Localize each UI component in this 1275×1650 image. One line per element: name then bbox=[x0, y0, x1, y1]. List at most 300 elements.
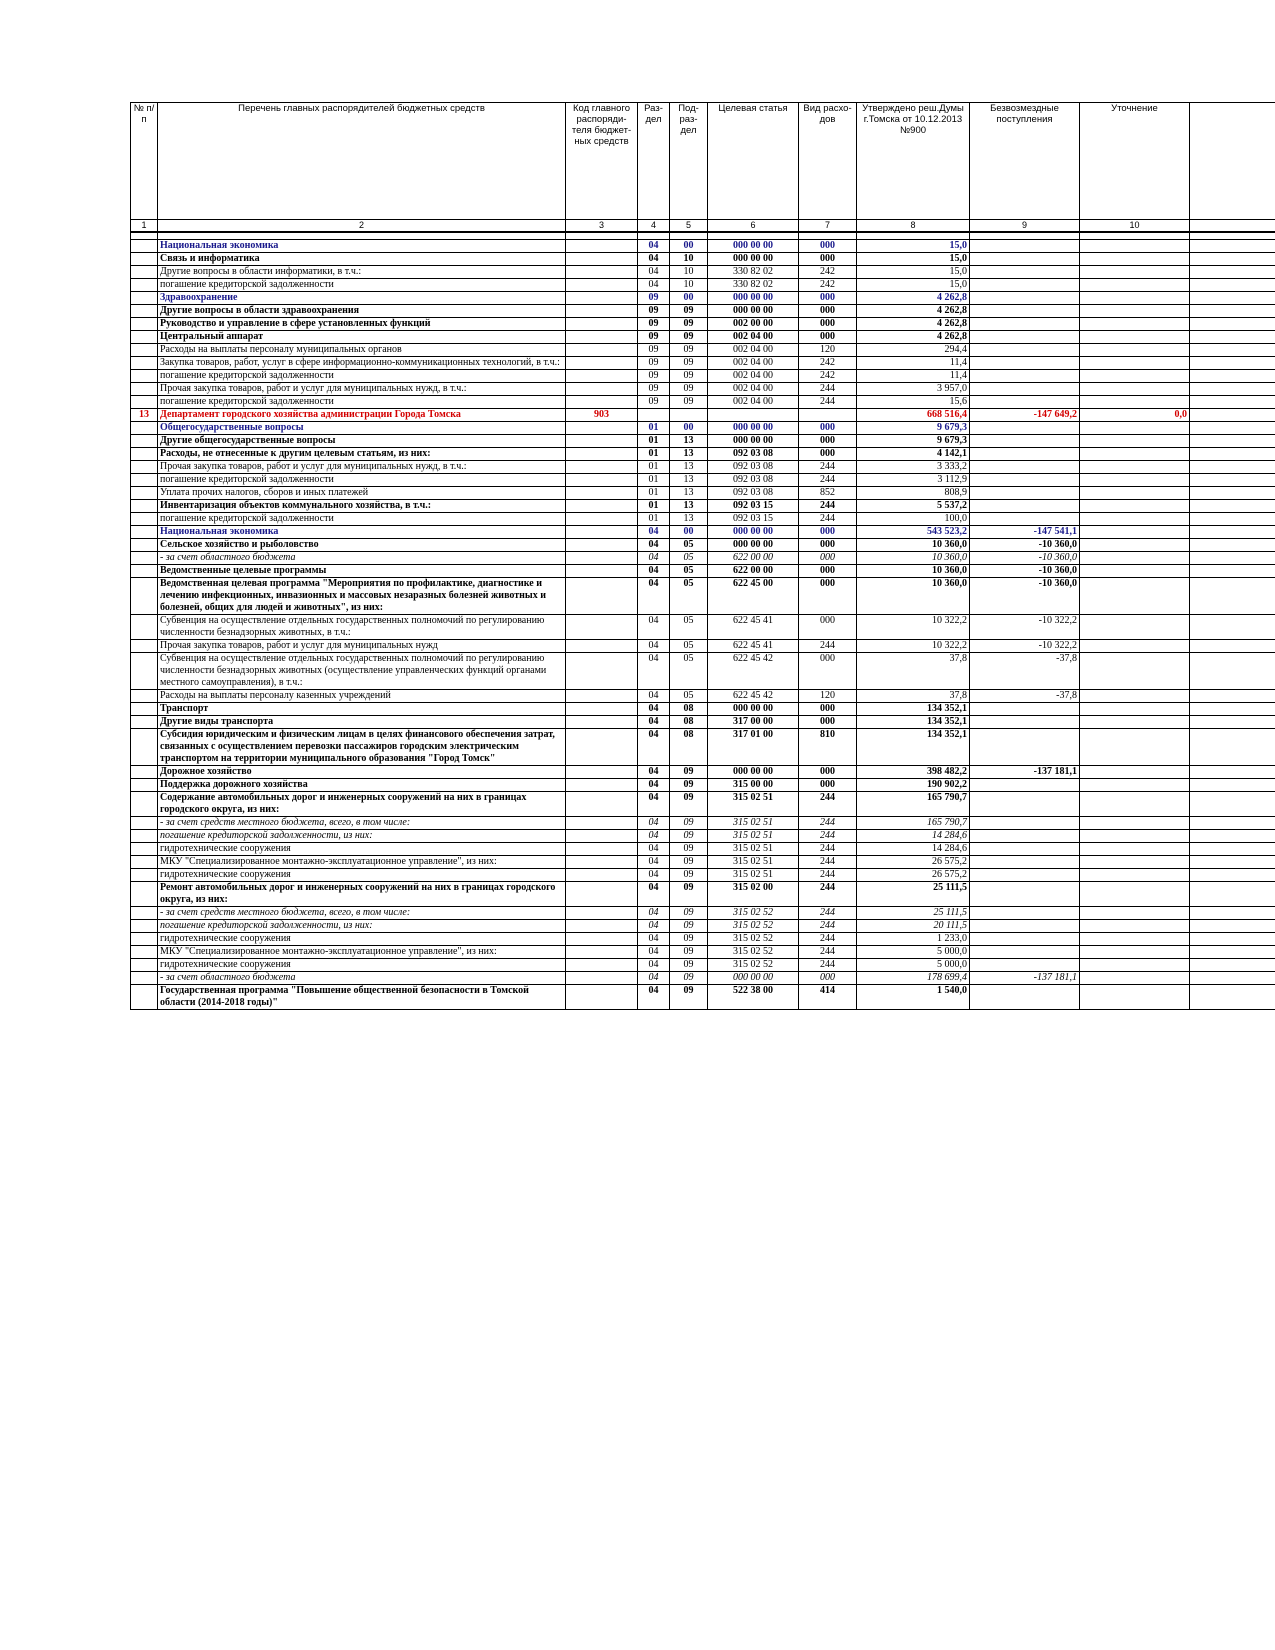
approved-amount: 134 352,1 bbox=[857, 729, 970, 766]
empty-cell bbox=[1190, 920, 1275, 933]
distributor-code bbox=[566, 946, 638, 959]
header-row bbox=[131, 103, 1275, 220]
expense-type: 000 bbox=[799, 435, 857, 448]
item-name: Другие вопросы в области здравоохранения bbox=[158, 305, 566, 318]
subsection-code: 13 bbox=[670, 487, 708, 500]
item-name: гидротехнические сооружения bbox=[158, 959, 566, 972]
free-receipts: -10 360,0 bbox=[970, 552, 1080, 565]
section-code: 09 bbox=[638, 357, 670, 370]
adjustment bbox=[1080, 779, 1190, 792]
item-name: Национальная экономика bbox=[158, 526, 566, 539]
section-code: 04 bbox=[638, 240, 670, 253]
item-name: Дорожное хозяйство bbox=[158, 766, 566, 779]
empty-cell bbox=[1190, 513, 1275, 526]
free-receipts: -37,8 bbox=[970, 653, 1080, 690]
empty-cell bbox=[1190, 539, 1275, 552]
target-article: 092 03 08 bbox=[708, 461, 799, 474]
item-name: Сельское хозяйство и рыболовство bbox=[158, 539, 566, 552]
expense-type: 000 bbox=[799, 292, 857, 305]
section-code: 04 bbox=[638, 946, 670, 959]
distributor-code bbox=[566, 882, 638, 907]
row-number bbox=[131, 422, 158, 435]
section-code: 01 bbox=[638, 448, 670, 461]
expense-type: 242 bbox=[799, 357, 857, 370]
table-row bbox=[131, 240, 1275, 253]
table-row bbox=[131, 448, 1275, 461]
table-row bbox=[131, 972, 1275, 985]
free-receipts: -37,8 bbox=[970, 690, 1080, 703]
item-name: - за счет областного бюджета bbox=[158, 972, 566, 985]
column-number: 6 bbox=[708, 220, 799, 233]
approved-amount: 4 262,8 bbox=[857, 305, 970, 318]
adjustment bbox=[1080, 907, 1190, 920]
distributor-code bbox=[566, 792, 638, 817]
expense-type: 000 bbox=[799, 653, 857, 690]
target-article: 315 02 52 bbox=[708, 959, 799, 972]
target-article: 315 02 52 bbox=[708, 933, 799, 946]
row-number bbox=[131, 766, 158, 779]
empty-cell bbox=[1190, 344, 1275, 357]
adjustment bbox=[1080, 792, 1190, 817]
free-receipts bbox=[970, 843, 1080, 856]
free-receipts bbox=[970, 985, 1080, 1010]
distributor-code bbox=[566, 959, 638, 972]
target-article: 000 00 00 bbox=[708, 526, 799, 539]
row-number bbox=[131, 253, 158, 266]
subsection-code: 09 bbox=[670, 946, 708, 959]
target-article: 002 04 00 bbox=[708, 344, 799, 357]
section-code: 09 bbox=[638, 370, 670, 383]
section-code: 01 bbox=[638, 500, 670, 513]
distributor-code bbox=[566, 279, 638, 292]
item-name: Национальная экономика bbox=[158, 240, 566, 253]
approved-amount: 37,8 bbox=[857, 653, 970, 690]
table-row bbox=[131, 843, 1275, 856]
target-article: 315 02 00 bbox=[708, 882, 799, 907]
subsection-code: 00 bbox=[670, 292, 708, 305]
free-receipts bbox=[970, 920, 1080, 933]
row-number: 13 bbox=[131, 409, 158, 422]
table-row bbox=[131, 933, 1275, 946]
expense-type: 000 bbox=[799, 448, 857, 461]
row-number bbox=[131, 474, 158, 487]
empty-cell bbox=[1190, 615, 1275, 640]
subsection-code: 09 bbox=[670, 792, 708, 817]
adjustment bbox=[1080, 435, 1190, 448]
expense-type: 242 bbox=[799, 266, 857, 279]
free-receipts: -147 649,2 bbox=[970, 409, 1080, 422]
empty-cell bbox=[1190, 690, 1275, 703]
target-article: 622 45 41 bbox=[708, 640, 799, 653]
approved-amount: 5 000,0 bbox=[857, 946, 970, 959]
distributor-code bbox=[566, 779, 638, 792]
subsection-code: 13 bbox=[670, 500, 708, 513]
distributor-code bbox=[566, 357, 638, 370]
section-code: 04 bbox=[638, 578, 670, 615]
free-receipts bbox=[970, 830, 1080, 843]
subsection-code: 09 bbox=[670, 318, 708, 331]
free-receipts bbox=[970, 946, 1080, 959]
section-code: 04 bbox=[638, 882, 670, 907]
row-number bbox=[131, 869, 158, 882]
item-name: Руководство и управление в сфере установленных функций bbox=[158, 318, 566, 331]
target-article: 315 02 51 bbox=[708, 856, 799, 869]
empty-cell bbox=[1190, 422, 1275, 435]
approved-amount: 10 360,0 bbox=[857, 578, 970, 615]
empty-cell bbox=[1190, 985, 1275, 1010]
expense-type: 244 bbox=[799, 843, 857, 856]
empty-cell bbox=[1190, 959, 1275, 972]
section-code: 04 bbox=[638, 856, 670, 869]
item-name: гидротехнические сооружения bbox=[158, 869, 566, 882]
distributor-code bbox=[566, 578, 638, 615]
approved-amount: 294,4 bbox=[857, 344, 970, 357]
empty-cell bbox=[1190, 500, 1275, 513]
target-article: 000 00 00 bbox=[708, 422, 799, 435]
expense-type: 244 bbox=[799, 882, 857, 907]
table-row bbox=[131, 292, 1275, 305]
item-name: Другие общегосударственные вопросы bbox=[158, 435, 566, 448]
distributor-code bbox=[566, 396, 638, 409]
subsection-code: 05 bbox=[670, 653, 708, 690]
approved-amount: 808,9 bbox=[857, 487, 970, 500]
table-row bbox=[131, 513, 1275, 526]
adjustment bbox=[1080, 253, 1190, 266]
adjustment: 0,0 bbox=[1080, 409, 1190, 422]
approved-amount: 165 790,7 bbox=[857, 792, 970, 817]
section-code: 04 bbox=[638, 615, 670, 640]
section-code: 04 bbox=[638, 907, 670, 920]
approved-amount: 5 537,2 bbox=[857, 500, 970, 513]
subsection-code: 09 bbox=[670, 817, 708, 830]
distributor-code bbox=[566, 500, 638, 513]
department-row bbox=[131, 409, 1275, 422]
row-number bbox=[131, 817, 158, 830]
free-receipts bbox=[970, 422, 1080, 435]
item-name: Расходы на выплаты персоналу казенных учреждений bbox=[158, 690, 566, 703]
item-name: Связь и информатика bbox=[158, 253, 566, 266]
target-article: 092 03 08 bbox=[708, 474, 799, 487]
target-article: 330 82 02 bbox=[708, 266, 799, 279]
distributor-code bbox=[566, 703, 638, 716]
table-row bbox=[131, 305, 1275, 318]
empty-cell bbox=[1190, 817, 1275, 830]
adjustment bbox=[1080, 266, 1190, 279]
item-name: погашение кредиторской задолженности bbox=[158, 474, 566, 487]
adjustment bbox=[1080, 370, 1190, 383]
section-code: 04 bbox=[638, 690, 670, 703]
section-code: 04 bbox=[638, 985, 670, 1010]
approved-amount: 11,4 bbox=[857, 370, 970, 383]
subsection-code: 05 bbox=[670, 690, 708, 703]
section-code: 04 bbox=[638, 565, 670, 578]
distributor-code bbox=[566, 933, 638, 946]
table-row bbox=[131, 716, 1275, 729]
expense-type: 000 bbox=[799, 305, 857, 318]
item-name: - за счет областного бюджета bbox=[158, 552, 566, 565]
row-number bbox=[131, 526, 158, 539]
target-article: 315 02 51 bbox=[708, 817, 799, 830]
approved-amount: 9 679,3 bbox=[857, 435, 970, 448]
target-article: 622 45 41 bbox=[708, 615, 799, 640]
column-number: 2 bbox=[158, 220, 566, 233]
target-article: 000 00 00 bbox=[708, 253, 799, 266]
approved-amount: 11,4 bbox=[857, 357, 970, 370]
approved-amount: 10 360,0 bbox=[857, 552, 970, 565]
approved-amount: 25 111,5 bbox=[857, 882, 970, 907]
item-name: - за счет средств местного бюджета, всего, в том числе: bbox=[158, 907, 566, 920]
target-article: 000 00 00 bbox=[708, 435, 799, 448]
table-row bbox=[131, 266, 1275, 279]
empty-cell bbox=[1190, 448, 1275, 461]
section-code: 04 bbox=[638, 779, 670, 792]
expense-type: 000 bbox=[799, 552, 857, 565]
approved-amount: 3 112,9 bbox=[857, 474, 970, 487]
table-row bbox=[131, 907, 1275, 920]
row-number bbox=[131, 292, 158, 305]
table-row bbox=[131, 830, 1275, 843]
section-code: 01 bbox=[638, 435, 670, 448]
table-row bbox=[131, 279, 1275, 292]
subsection-code: 09 bbox=[670, 830, 708, 843]
expense-type: 000 bbox=[799, 703, 857, 716]
approved-amount: 15,0 bbox=[857, 240, 970, 253]
subsection-code: 08 bbox=[670, 703, 708, 716]
expense-type: 000 bbox=[799, 615, 857, 640]
expense-type: 000 bbox=[799, 565, 857, 578]
empty-cell bbox=[1190, 779, 1275, 792]
adjustment bbox=[1080, 703, 1190, 716]
row-number bbox=[131, 907, 158, 920]
free-receipts bbox=[970, 344, 1080, 357]
expense-type: 000 bbox=[799, 318, 857, 331]
distributor-code bbox=[566, 331, 638, 344]
column-header-empty bbox=[1190, 103, 1275, 220]
empty-cell bbox=[1190, 882, 1275, 907]
target-article: 000 00 00 bbox=[708, 972, 799, 985]
adjustment bbox=[1080, 513, 1190, 526]
empty-cell bbox=[1190, 409, 1275, 422]
table-row bbox=[131, 474, 1275, 487]
section-code: 04 bbox=[638, 640, 670, 653]
item-name: погашение кредиторской задолженности, из них: bbox=[158, 920, 566, 933]
target-article: 092 03 15 bbox=[708, 513, 799, 526]
free-receipts bbox=[970, 817, 1080, 830]
empty-cell bbox=[1190, 933, 1275, 946]
adjustment bbox=[1080, 565, 1190, 578]
expense-type: 000 bbox=[799, 972, 857, 985]
free-receipts bbox=[970, 448, 1080, 461]
row-number bbox=[131, 920, 158, 933]
distributor-code bbox=[566, 266, 638, 279]
table-row bbox=[131, 766, 1275, 779]
approved-amount: 14 284,6 bbox=[857, 843, 970, 856]
free-receipts bbox=[970, 716, 1080, 729]
adjustment bbox=[1080, 240, 1190, 253]
free-receipts bbox=[970, 729, 1080, 766]
row-number bbox=[131, 513, 158, 526]
item-name: Общегосударственные вопросы bbox=[158, 422, 566, 435]
adjustment bbox=[1080, 946, 1190, 959]
empty-cell bbox=[1190, 474, 1275, 487]
distributor-code bbox=[566, 513, 638, 526]
section-code: 01 bbox=[638, 422, 670, 435]
column-number: 7 bbox=[799, 220, 857, 233]
free-receipts bbox=[970, 907, 1080, 920]
approved-amount: 10 322,2 bbox=[857, 615, 970, 640]
adjustment bbox=[1080, 344, 1190, 357]
distributor-code bbox=[566, 869, 638, 882]
expense-type: 244 bbox=[799, 461, 857, 474]
distributor-code bbox=[566, 985, 638, 1010]
table-row bbox=[131, 539, 1275, 552]
empty-cell bbox=[1190, 843, 1275, 856]
distributor-code bbox=[566, 370, 638, 383]
approved-amount: 10 360,0 bbox=[857, 539, 970, 552]
subsection-code: 13 bbox=[670, 461, 708, 474]
item-name: МКУ "Специализированное монтажно-эксплуатационное управление", из них: bbox=[158, 856, 566, 869]
distributor-code bbox=[566, 435, 638, 448]
item-name: гидротехнические сооружения bbox=[158, 843, 566, 856]
row-number bbox=[131, 435, 158, 448]
free-receipts bbox=[970, 435, 1080, 448]
expense-type: 244 bbox=[799, 383, 857, 396]
free-receipts: -10 322,2 bbox=[970, 615, 1080, 640]
row-number bbox=[131, 779, 158, 792]
free-receipts bbox=[970, 882, 1080, 907]
section-code: 04 bbox=[638, 653, 670, 690]
adjustment bbox=[1080, 640, 1190, 653]
adjustment bbox=[1080, 461, 1190, 474]
approved-amount: 668 516,4 bbox=[857, 409, 970, 422]
target-article: 315 02 51 bbox=[708, 869, 799, 882]
budget-table bbox=[130, 102, 1275, 1010]
empty-cell bbox=[1190, 552, 1275, 565]
expense-type: 852 bbox=[799, 487, 857, 500]
item-name: Расходы, не отнесенные к другим целевым статьям, из них: bbox=[158, 448, 566, 461]
expense-type: 244 bbox=[799, 933, 857, 946]
distributor-code bbox=[566, 422, 638, 435]
subsection-code: 10 bbox=[670, 279, 708, 292]
expense-type: 000 bbox=[799, 526, 857, 539]
item-name: Содержание автомобильных дорог и инженерных сооружений на них в границах городского округа, из них: bbox=[158, 792, 566, 817]
approved-amount: 100,0 bbox=[857, 513, 970, 526]
approved-amount: 25 111,5 bbox=[857, 907, 970, 920]
row-number bbox=[131, 690, 158, 703]
section-code: 04 bbox=[638, 830, 670, 843]
empty-cell bbox=[1190, 578, 1275, 615]
distributor-code bbox=[566, 552, 638, 565]
column-header: Код главного распоряди-теля бюджет-ных средств bbox=[566, 103, 638, 220]
free-receipts bbox=[970, 474, 1080, 487]
subsection-code: 09 bbox=[670, 305, 708, 318]
approved-amount: 3 333,2 bbox=[857, 461, 970, 474]
subsection-code: 08 bbox=[670, 729, 708, 766]
distributor-code bbox=[566, 565, 638, 578]
subsection-code: 05 bbox=[670, 565, 708, 578]
section-code bbox=[638, 409, 670, 422]
section-code: 04 bbox=[638, 703, 670, 716]
approved-amount: 15,0 bbox=[857, 253, 970, 266]
column-number: 1 bbox=[131, 220, 158, 233]
expense-type: 244 bbox=[799, 959, 857, 972]
row-number bbox=[131, 972, 158, 985]
empty-cell bbox=[1190, 279, 1275, 292]
free-receipts bbox=[970, 266, 1080, 279]
table-row bbox=[131, 779, 1275, 792]
item-name: Закупка товаров, работ, услуг в сфере информационно-коммуникационных технологий, в т.ч.: bbox=[158, 357, 566, 370]
expense-type: 810 bbox=[799, 729, 857, 766]
item-name: гидротехнические сооружения bbox=[158, 933, 566, 946]
column-number: 3 bbox=[566, 220, 638, 233]
expense-type: 000 bbox=[799, 422, 857, 435]
free-receipts bbox=[970, 279, 1080, 292]
distributor-code bbox=[566, 526, 638, 539]
expense-type: 000 bbox=[799, 578, 857, 615]
free-receipts bbox=[970, 240, 1080, 253]
adjustment bbox=[1080, 487, 1190, 500]
expense-type: 000 bbox=[799, 253, 857, 266]
distributor-code bbox=[566, 383, 638, 396]
column-number: 9 bbox=[970, 220, 1080, 233]
target-article: 002 04 00 bbox=[708, 357, 799, 370]
table-row bbox=[131, 500, 1275, 513]
expense-type: 244 bbox=[799, 792, 857, 817]
free-receipts bbox=[970, 383, 1080, 396]
approved-amount: 134 352,1 bbox=[857, 716, 970, 729]
free-receipts bbox=[970, 487, 1080, 500]
row-number bbox=[131, 487, 158, 500]
distributor-code bbox=[566, 448, 638, 461]
adjustment bbox=[1080, 653, 1190, 690]
empty-cell bbox=[1190, 357, 1275, 370]
adjustment bbox=[1080, 843, 1190, 856]
expense-type: 244 bbox=[799, 817, 857, 830]
item-name: Здравоохранение bbox=[158, 292, 566, 305]
table-row bbox=[131, 729, 1275, 766]
expense-type: 242 bbox=[799, 279, 857, 292]
item-name: погашение кредиторской задолженности bbox=[158, 396, 566, 409]
row-number bbox=[131, 653, 158, 690]
section-code: 04 bbox=[638, 526, 670, 539]
adjustment bbox=[1080, 869, 1190, 882]
subsection-code: 05 bbox=[670, 552, 708, 565]
free-receipts bbox=[970, 513, 1080, 526]
expense-type: 242 bbox=[799, 370, 857, 383]
empty-cell bbox=[1190, 856, 1275, 869]
adjustment bbox=[1080, 448, 1190, 461]
item-name: Другие виды транспорта bbox=[158, 716, 566, 729]
target-article: 622 00 00 bbox=[708, 565, 799, 578]
table-row bbox=[131, 461, 1275, 474]
section-code: 04 bbox=[638, 792, 670, 817]
row-number bbox=[131, 396, 158, 409]
adjustment bbox=[1080, 292, 1190, 305]
table-row bbox=[131, 331, 1275, 344]
subsection-code: 09 bbox=[670, 383, 708, 396]
approved-amount: 15,0 bbox=[857, 266, 970, 279]
row-number bbox=[131, 370, 158, 383]
row-number bbox=[131, 578, 158, 615]
empty-cell bbox=[1190, 640, 1275, 653]
adjustment bbox=[1080, 422, 1190, 435]
adjustment bbox=[1080, 985, 1190, 1010]
expense-type: 120 bbox=[799, 690, 857, 703]
expense-type: 244 bbox=[799, 500, 857, 513]
approved-amount: 26 575,2 bbox=[857, 856, 970, 869]
subsection-code: 09 bbox=[670, 357, 708, 370]
table-row bbox=[131, 703, 1275, 716]
